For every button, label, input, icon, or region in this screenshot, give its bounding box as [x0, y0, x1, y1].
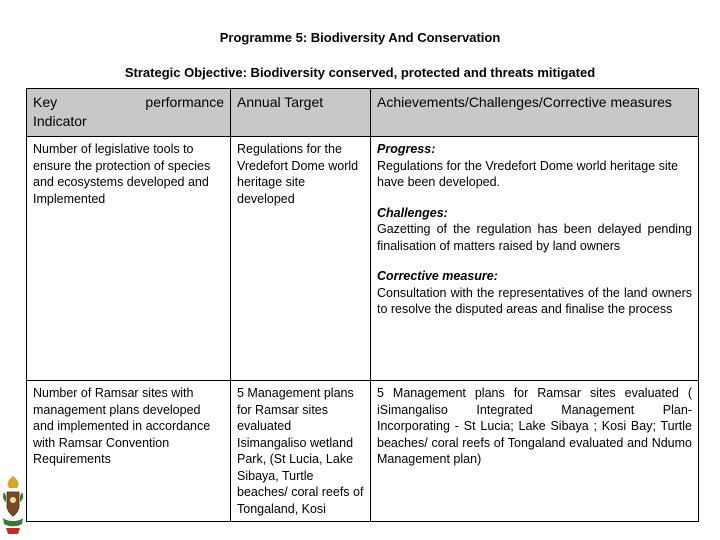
progress-text: Regulations for the Vredefort Dome world heritage site have been developed. — [377, 158, 679, 189]
performance-table — [26, 88, 699, 522]
table-header-row — [27, 89, 699, 137]
header-kpi-word2: performance — [145, 94, 224, 110]
row2-achievements: 5 Management plans for Ramsar sites evaluated ( iSimangaliso Integrated Management Plan- Incorporating - St Lucia; Lake Sibaya ; Kosi Bay; Turtle beaches/ coral reefs of Tongaland evaluated and Ndumo Management plan) — [371, 381, 699, 522]
table-row — [27, 137, 699, 381]
challenges-text: Gazetting of the regulation has been delayed pending finalisation of matters raised by land owners — [377, 222, 692, 253]
challenges-label: Challenges: — [377, 205, 448, 220]
header-kpi-word1: Key — [33, 94, 58, 110]
coat-of-arms-icon — [0, 472, 26, 540]
row1-kpi: Number of legislative tools to ensure the protection of species and ecosystems developed and Implemented — [27, 137, 231, 381]
table-row — [27, 381, 699, 522]
corrective-text: Consultation with the representatives of the land owners to resolve the disputed areas and finalise the process — [377, 285, 692, 316]
header-kpi-word3: Indicator — [33, 113, 87, 129]
programme-title: Programme 5: Biodiversity And Conservation — [219, 30, 501, 45]
header-target: Annual Target — [231, 89, 371, 137]
row2-target: 5 Management plans for Ramsar sites evaluated Isimangaliso wetland Park, (St Lucia, Lake Sibaya, Turtle beaches/ coral reefs of Tongaland, Kosi — [231, 381, 371, 522]
header-kpi — [27, 89, 231, 137]
row1-achievements — [371, 137, 699, 381]
row2-kpi: Number of Ramsar sites with management plans developed and implemented in accordance with Ramsar Convention Requirements — [27, 381, 231, 522]
progress-label: Progress: — [377, 142, 436, 156]
row1-target: Regulations for the Vredefort Dome world heritage site developed — [231, 137, 371, 381]
corrective-label: Corrective measure: — [377, 269, 498, 283]
header-achievements: Achievements/Challenges/Corrective measures — [371, 89, 699, 137]
strategic-objective: Strategic Objective: Biodiversity conserved, protected and threats mitigated — [124, 65, 596, 80]
